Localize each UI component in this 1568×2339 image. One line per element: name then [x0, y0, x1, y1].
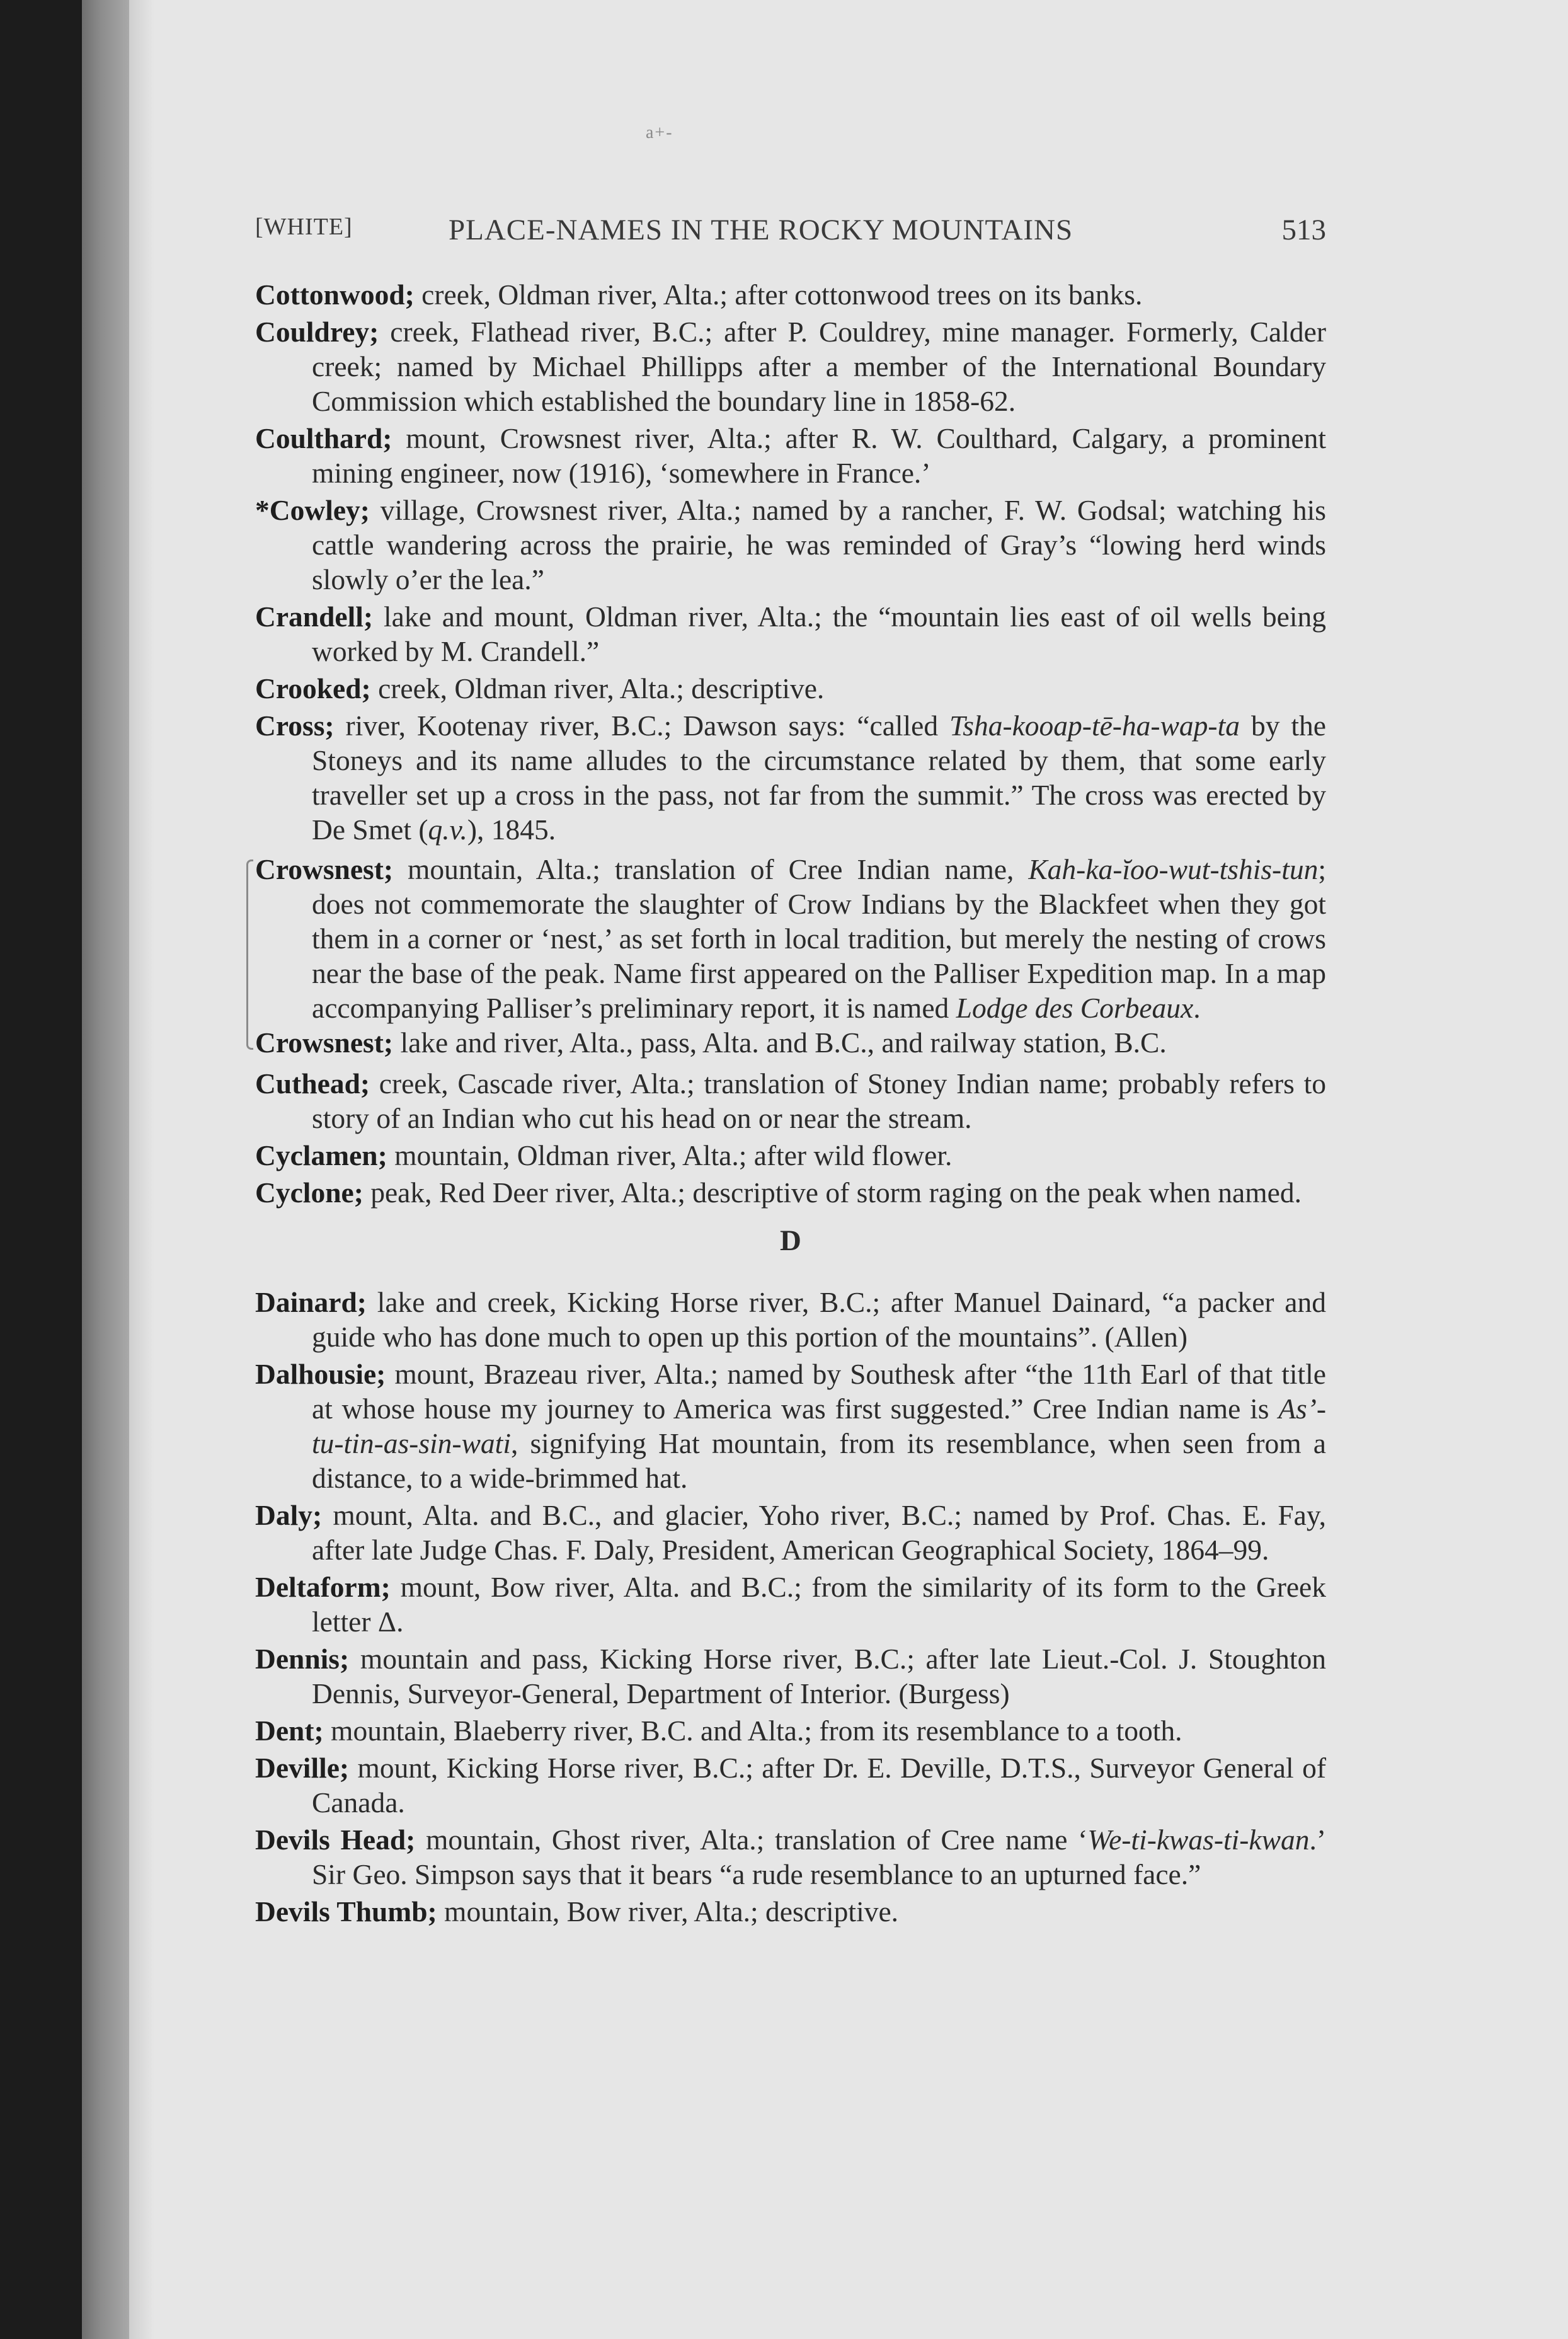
entry-text: , signifying Hat mountain, from its resemblance, when seen from a distance, to a wide-brimmed hat.	[312, 1427, 1326, 1494]
entry-text: lake and mount, Oldman river, Alta.; the “mountain lies east of oil wells being worked by M. Crandell.”	[312, 601, 1326, 667]
scan-binding-shadow	[0, 0, 82, 2339]
entry-devils-thumb	[255, 1894, 1326, 1929]
scan-page-edge	[129, 0, 154, 2339]
native-name: As’-tu-tin-as-sin-wati	[312, 1393, 1326, 1459]
entry-text: lake and creek, Kicking Horse river, B.C.; after Manuel Dainard, “a packer and guide who has done much to open up this portion of the mountains”. (Allen)	[312, 1286, 1326, 1353]
entry-text: mountain, Blaeberry river, B.C. and Alta.; from its resemblance to a tooth.	[323, 1715, 1182, 1747]
section-heading-d: D	[780, 1224, 801, 1257]
entry-text: mount, Bow river, Alta. and B.C.; from the similarity of its form to the Greek letter Δ.	[312, 1571, 1326, 1638]
entry-text: creek, Oldman river, Alta.; descriptive.	[370, 672, 825, 704]
entry-text: lake and river, Alta., pass, Alta. and B.C., and railway station, B.C.	[393, 1026, 1167, 1059]
headword: Crowsnest;	[255, 1026, 394, 1059]
entry-crandell	[255, 599, 1326, 669]
headword: Devils Head;	[255, 1824, 416, 1856]
entry-text: mount, Brazeau river, Alta.; named by Southesk after “the 11th Earl of that title at whose house my journey to America was first suggested.” Cree Indian name is	[312, 1358, 1326, 1425]
entry-text: mount, Crowsnest river, Alta.; after R. W. Coulthard, Calgary, a prominent mining engineer, now (1916), ‘somewhere in France.’	[312, 422, 1326, 489]
entry-text: creek, Cascade river, Alta.; translation of Stoney Indian name; probably refers to story of an Indian who cut his head on or near the stream.	[312, 1067, 1326, 1134]
headword: Crowsnest;	[255, 853, 394, 885]
headword: Devils Thumb;	[255, 1895, 437, 1928]
entry-crowsnest-lake	[255, 1025, 1326, 1060]
entry-dainard	[255, 1285, 1326, 1354]
entry-text: mount, Kicking Horse river, B.C.; after Dr. E. Deville, D.T.S., Surveyor General of Canada.	[312, 1752, 1326, 1819]
entry-cowley	[255, 493, 1326, 597]
entry-cottonwood	[255, 277, 1326, 312]
group-bracket	[246, 859, 253, 1050]
headword: Deltaform;	[255, 1571, 391, 1603]
headword: Couldrey;	[255, 316, 379, 348]
entry-text: mountain, Alta.; translation of Cree Indian name,	[393, 853, 1029, 885]
entry-text: ), 1845.	[467, 813, 556, 846]
running-header	[255, 213, 1326, 251]
headword: Cuthead;	[255, 1067, 370, 1100]
entry-text: river, Kootenay river, B.C.; Dawson says: “called	[334, 710, 950, 742]
headword: Deville;	[255, 1752, 350, 1784]
entry-text: village, Crowsnest river, Alta.; named by a rancher, F. W. Godsal; watching his cattle wandering across the prairie, he was reminded of Gray’s “lowing herd winds slowly o’er the lea.”	[312, 494, 1326, 595]
entry-text: mountain, Oldman river, Alta.; after wild flower.	[387, 1139, 953, 1171]
entry-cuthead	[255, 1066, 1326, 1135]
entry-text: mountain, Ghost river, Alta.; translation of Cree name ‘	[415, 1824, 1088, 1856]
entry-text: peak, Red Deer river, Alta.; descriptive of storm raging on the peak when named.	[363, 1176, 1302, 1209]
entry-text: .	[1193, 992, 1201, 1024]
headword: Cottonwood;	[255, 279, 415, 311]
headword: Cross;	[255, 710, 335, 742]
entry-cyclamen	[255, 1138, 1326, 1173]
page-mark: a+-	[646, 123, 673, 142]
cross-reference: q.v.	[428, 813, 467, 846]
entry-text: by the Stoneys and its name alludes to the circumstance related by them, that some early traveller set up a cross in the pass, not far from the summit.” The cross was erected by De Smet (	[312, 710, 1327, 846]
header-author: [WHITE]	[255, 214, 353, 240]
headword: Coulthard;	[255, 422, 392, 454]
native-name: Tsha-kooap-tē-ha-wap-ta	[949, 710, 1240, 742]
headword: *Cowley;	[255, 494, 370, 526]
headword: Dennis;	[255, 1643, 350, 1675]
headword: Crooked;	[255, 672, 371, 704]
entry-text: mount, Alta. and B.C., and glacier, Yoho river, B.C.; named by Prof. Chas. E. Fay, after late Judge Chas. F. Daly, President, American Geographical Society, 1864–99.	[312, 1499, 1326, 1566]
entry-devils-head	[255, 1822, 1326, 1892]
entry-crooked	[255, 671, 1326, 706]
entry-cross	[255, 708, 1326, 847]
crowsnest-group	[255, 852, 1326, 1060]
entry-dennis	[255, 1641, 1326, 1711]
headword: Crandell;	[255, 601, 374, 633]
gazetteer-entries	[255, 277, 1326, 1931]
headword: Dent;	[255, 1715, 324, 1747]
entry-crowsnest-mountain	[255, 852, 1326, 1025]
entry-cyclone	[255, 1175, 1326, 1210]
native-name: We-ti-kwas-ti-kwan	[1087, 1824, 1310, 1856]
map-name: Lodge des Corbeaux	[956, 992, 1194, 1024]
entry-text: ; does not commemorate the slaughter of Crow Indians by the Blackfeet when they got them in a corner or ‘nest,’ as set forth in local tradition, but merely the nesting of crows near the base of the peak. Name first appeared on the Palliser Expedition map. In a map accompanying Palliser’s preliminary report, it is named	[312, 853, 1326, 1024]
headword: Cyclamen;	[255, 1139, 387, 1171]
entry-couldrey	[255, 314, 1326, 418]
headword: Dalhousie;	[255, 1358, 386, 1390]
entry-text: .’ Sir Geo. Simpson says that it bears “a rude resemblance to an upturned face.”	[312, 1824, 1327, 1890]
entry-text: creek, Oldman river, Alta.; after cottonwood trees on its banks.	[414, 279, 1143, 311]
headword: Dainard;	[255, 1286, 367, 1318]
headword: Daly;	[255, 1499, 323, 1531]
scan-page-gutter	[82, 0, 129, 2339]
entry-text: mountain and pass, Kicking Horse river, B.C.; after late Lieut.-Col. J. Stoughton Dennis, Surveyor-General, Department of Interior. (Burgess)	[312, 1643, 1326, 1710]
entry-deville	[255, 1750, 1326, 1820]
page-number: 513	[1281, 214, 1326, 246]
entry-dent	[255, 1713, 1326, 1748]
entry-daly	[255, 1498, 1326, 1567]
entry-text: mountain, Bow river, Alta.; descriptive.	[437, 1895, 899, 1928]
entry-dalhousie	[255, 1357, 1326, 1495]
entry-text: creek, Flathead river, B.C.; after P. Couldrey, mine manager. Formerly, Calder creek; named by Michael Phillipps after a member of the International Boundary Commission which established the boundary line in 1858-62.	[312, 316, 1326, 417]
entry-coulthard	[255, 421, 1326, 490]
headword: Cyclone;	[255, 1176, 363, 1209]
header-title: PLACE-NAMES IN THE ROCKY MOUNTAINS	[449, 214, 1073, 246]
native-name: Kah-ka-ĭoo-wut-tshis-tun	[1028, 853, 1319, 885]
entry-deltaform	[255, 1570, 1326, 1639]
